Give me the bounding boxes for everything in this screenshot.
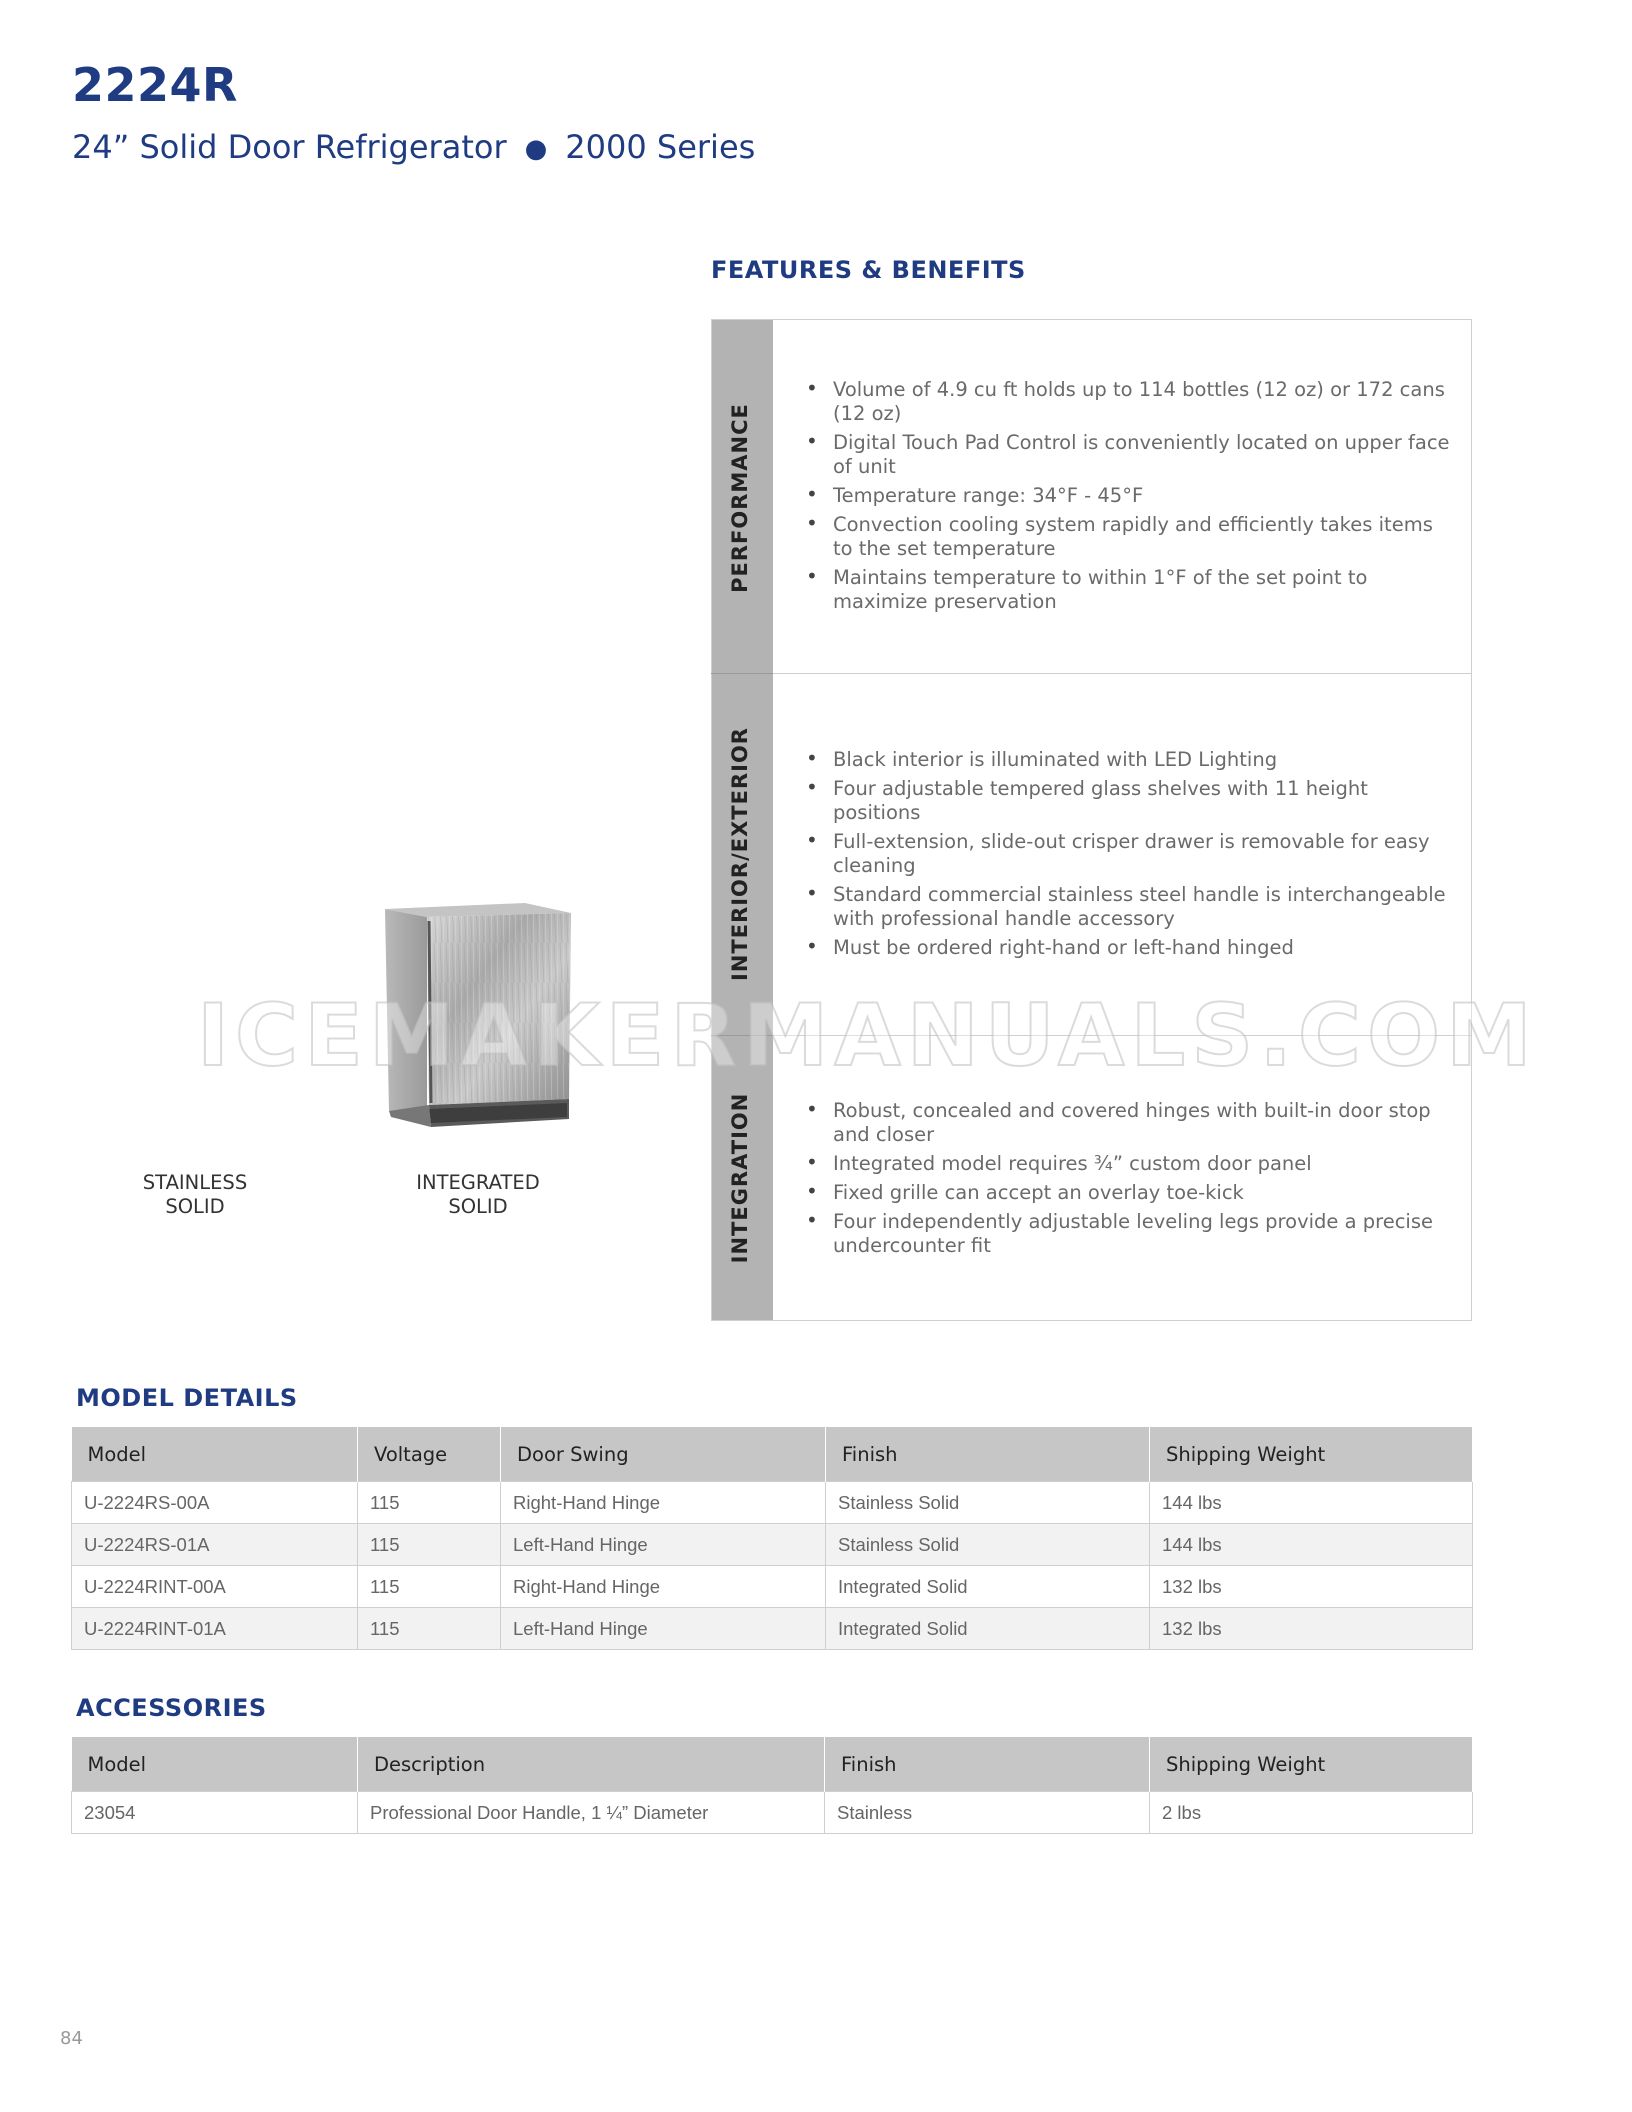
finish-label-line: SOLID: [165, 1195, 225, 1218]
table-cell: U-2224RINT-00A: [72, 1566, 358, 1608]
list-item: • Temperature range: 34°F - 45°F: [806, 484, 1456, 508]
list-item: • Integrated model requires ¾” custom door panel: [806, 1152, 1456, 1176]
table-cell: 115: [358, 1608, 501, 1650]
table-header-row: [72, 1427, 1473, 1482]
table-row: [72, 1792, 1473, 1834]
table-cell: Right-Hand Hinge: [501, 1482, 826, 1524]
table-cell: U-2224RS-01A: [72, 1524, 358, 1566]
section-label-interior-exterior: INTERIOR/EXTERIOR: [728, 727, 752, 981]
accessories-heading: ACCESSORIES: [76, 1694, 267, 1722]
table-cell: Professional Door Handle, 1 ¼” Diameter: [358, 1792, 825, 1834]
list-item: • Standard commercial stainless steel handle is interchangeable with professional handle accessory: [806, 883, 1456, 931]
table-cell: 115: [358, 1524, 501, 1566]
list-item: • Maintains temperature to within 1°F of the set point to maximize preservation: [806, 566, 1456, 614]
interior-exterior-bullet-list: [806, 748, 1456, 965]
column-header: Finish: [825, 1737, 1150, 1792]
product-description: 24” Solid Door Refrigerator: [72, 128, 507, 166]
table-cell: Stainless Solid: [826, 1524, 1150, 1566]
product-series: 2000 Series: [565, 128, 756, 166]
column-header: Finish: [826, 1427, 1150, 1482]
finish-label-integrated: [398, 1171, 558, 1219]
column-header: Model: [72, 1737, 358, 1792]
table-row: [72, 1524, 1473, 1566]
column-header: Door Swing: [501, 1427, 826, 1482]
table-cell: Left-Hand Hinge: [501, 1524, 826, 1566]
table-cell: Right-Hand Hinge: [501, 1566, 826, 1608]
performance-bullet-list: [806, 378, 1456, 619]
accessories-table: [71, 1737, 1473, 1834]
section-label-performance: PERFORMANCE: [728, 403, 752, 593]
table-row: [72, 1482, 1473, 1524]
finish-label-stainless: [120, 1171, 270, 1219]
table-cell: Integrated Solid: [826, 1608, 1150, 1650]
table-cell: 23054: [72, 1792, 358, 1834]
table-cell: U-2224RINT-01A: [72, 1608, 358, 1650]
table-cell: 132 lbs: [1150, 1566, 1473, 1608]
list-item: • Full-extension, slide-out crisper drawer is removable for easy cleaning: [806, 830, 1456, 878]
list-item: • Robust, concealed and covered hinges with built-in door stop and closer: [806, 1099, 1456, 1147]
table-row: [72, 1566, 1473, 1608]
column-header: Shipping Weight: [1150, 1427, 1473, 1482]
list-item: • Convection cooling system rapidly and efficiently takes items to the set temperature: [806, 513, 1456, 561]
table-cell: Integrated Solid: [826, 1566, 1150, 1608]
bullet-separator-icon: ●: [524, 134, 548, 164]
table-cell: Stainless Solid: [826, 1482, 1150, 1524]
column-header: Voltage: [358, 1427, 501, 1482]
finish-label-line: SOLID: [448, 1195, 508, 1218]
table-cell: 115: [358, 1482, 501, 1524]
band-divider: [711, 673, 773, 674]
model-details-table: [71, 1427, 1473, 1650]
column-header: Model: [72, 1427, 358, 1482]
list-item: • Must be ordered right-hand or left-hand hinged: [806, 936, 1456, 960]
table-cell: U-2224RS-00A: [72, 1482, 358, 1524]
finish-label-line: STAINLESS: [142, 1171, 248, 1194]
page-number: 84: [60, 2028, 83, 2049]
model-details-heading: MODEL DETAILS: [76, 1384, 298, 1412]
table-cell: 144 lbs: [1150, 1524, 1473, 1566]
table-row: [72, 1608, 1473, 1650]
finish-label-line: INTEGRATED: [416, 1171, 540, 1194]
table-cell: 132 lbs: [1150, 1608, 1473, 1650]
table-cell: Stainless: [825, 1792, 1150, 1834]
table-cell: 2 lbs: [1150, 1792, 1473, 1834]
section-divider: [773, 673, 1471, 674]
table-cell: Left-Hand Hinge: [501, 1608, 826, 1650]
table-cell: 144 lbs: [1150, 1482, 1473, 1524]
list-item: • Volume of 4.9 cu ft holds up to 114 bottles (12 oz) or 172 cans (12 oz): [806, 378, 1456, 426]
list-item: • Fixed grille can accept an overlay toe-kick: [806, 1181, 1456, 1205]
table-header-row: [72, 1737, 1473, 1792]
page-title: 2224R: [72, 58, 238, 112]
list-item: • Four adjustable tempered glass shelves with 11 height positions: [806, 777, 1456, 825]
column-header: Description: [358, 1737, 825, 1792]
column-header: Shipping Weight: [1150, 1737, 1473, 1792]
section-label-integration: INTEGRATION: [728, 1092, 752, 1264]
list-item: • Black interior is illuminated with LED Lighting: [806, 748, 1456, 772]
integration-bullet-list: [806, 1099, 1456, 1263]
list-item: • Four independently adjustable leveling legs provide a precise undercounter fit: [806, 1210, 1456, 1258]
watermark: ICEMAKERMANUALS.COM: [197, 986, 1538, 1086]
list-item: • Digital Touch Pad Control is conveniently located on upper face of unit: [806, 431, 1456, 479]
features-heading: FEATURES & BENEFITS: [711, 256, 1026, 284]
page-subtitle: [72, 128, 755, 166]
table-cell: 115: [358, 1566, 501, 1608]
